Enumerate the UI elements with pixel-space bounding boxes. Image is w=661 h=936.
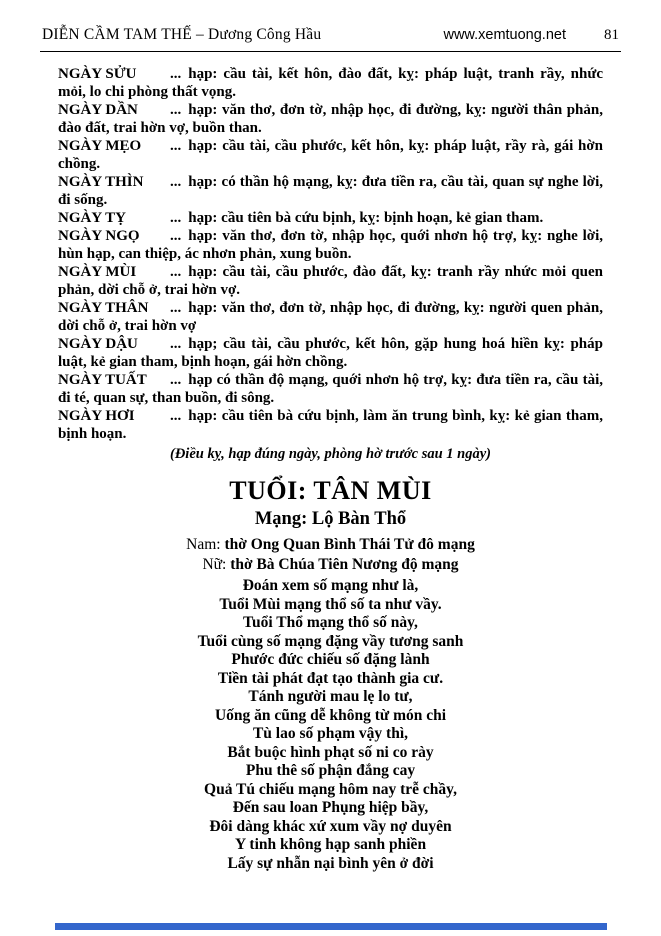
day-entry [58,263,603,299]
day-entry-dots: ... [170,174,182,190]
header-divider [40,51,621,52]
nu-text: thờ Bà Chúa Tiên Nương độ mạng [230,556,459,573]
day-entry-text: hạp; cầu tài, cầu phước, kết hôn, gặp hung hoá hiền kỵ: pháp luật, kẻ gian tham, bịnh hoạn, gái hờn chồng. [58,336,603,370]
day-entry-name: NGÀY MẸO [58,138,142,154]
poem-line: Quả Tú chiếu mạng hôm nay trễ chầy, [204,780,457,798]
day-entry [58,137,603,173]
poem-line: Phước đức chiếu số đặng lành [231,651,430,668]
poem-line: Tuổi cùng số mạng đặng vầy tương sanh [197,632,464,650]
poem-line: Lấy sự nhẫn nại bình yên ở đời [227,854,434,872]
section-title: TUỔI: TÂN MÙI [229,476,432,505]
nu-worship-line [58,555,603,574]
fortune-poem [58,577,603,873]
day-entry-name: NGÀY THÂN [58,300,149,316]
footnote-line: (Điều kỵ, hạp đúng ngày, phòng hờ trước sau 1 ngày) [169,446,491,462]
poem-line: Uống ăn cũng dễ không từ món chi [214,706,447,724]
section-subtitle: Mạng: Lộ Bàn Thổ [254,509,407,529]
day-entry [58,335,603,371]
day-entry-name: NGÀY THÌN [58,174,144,190]
day-entry-text: hạp: cầu tiên bà cứu bịnh, kỵ: bịnh hoạn, kẻ gian tham. [188,210,544,226]
day-entry [58,173,603,209]
day-entry-text: hạp: cầu tài, cầu phước, đào đất, kỵ: tranh rầy nhức mỏi quen phản, dời chỗ ở, trai hờn vợ. [58,264,603,298]
day-entry-name: NGÀY MÙI [58,264,137,280]
page-number: 81 [604,27,619,43]
day-entry [58,209,603,227]
day-entry-text: hạp: cầu tài, cầu phước, kết hôn, kỵ: pháp luật, rầy rà, gái hờn chồng. [58,138,603,172]
poem-line: Tuổi Mùi mạng thổ số ta như vầy. [219,595,442,613]
day-entry-dots: ... [170,210,182,226]
day-entry-dots: ... [170,300,182,316]
day-entry-dots: ... [170,372,182,388]
bottom-blue-bar [55,923,607,930]
nam-text: thờ Ong Quan Bình Thái Tử đô mạng [224,536,475,553]
header-right [443,27,619,44]
day-entry-text: hạp: văn thơ, đơn tờ, nhập học, đi đường, kỵ: người quen phản, dời chỗ ở, trai hờn vợ [58,300,603,334]
poem-line: Đến sau loan Phụng hiệp bầy, [232,799,429,816]
day-entry-text: hạp có thần độ mạng, quới nhơn hộ trợ, kỵ: đưa tiền ra, cầu tài, đi té, quan sự, than buồn, đi sông. [58,372,603,406]
day-entry-dots: ... [170,102,182,118]
day-entry-name: NGÀY DẬU [58,336,138,352]
day-entry-name: NGÀY TUẤT [58,372,147,388]
day-entry-text: hạp: văn thơ, đơn tờ, nhập học, quới nhơn hộ trợ, kỵ: nghe lời, hùn hạp, can thiệp, ác nhơn phản, xung buồn. [58,228,603,262]
day-entry-name: NGÀY DẦN [58,102,138,118]
day-entries [58,65,603,443]
day-entry [58,299,603,335]
day-entry-dots: ... [170,408,182,424]
day-entry-name: NGÀY SỬU [58,66,137,82]
nu-label: Nữ: [202,556,227,573]
nam-label: Nam: [186,536,221,553]
poem-line: Tù lao số phạm vậy thì, [252,725,409,742]
poem-line: Tiền tài phát đạt tạo thành gia cư. [217,669,444,687]
page-header [40,26,621,51]
nam-worship-line [58,535,603,554]
poem-line: Đoán xem số mạng như là, [242,577,419,594]
day-entry [58,371,603,407]
day-entry-name: NGÀY HƠI [58,408,135,424]
poem-line: Tuổi Thổ mạng thổ số này, [243,614,418,631]
day-entry-name: NGÀY TỴ [58,210,126,226]
day-entry [58,227,603,263]
day-entry-dots: ... [170,264,182,280]
day-entry-name: NGÀY NGỌ [58,228,140,244]
day-entry-dots: ... [170,336,182,352]
day-entry [58,65,603,101]
poem-line: Tánh người mau lẹ lo tư, [248,688,413,705]
day-entry-text: hạp: cầu tài, kết hôn, đào đất, kỵ: pháp luật, tranh rầy, nhức mỏi, lo chi phòng thất vọng. [58,66,603,100]
day-entry-dots: ... [170,228,182,244]
poem-line: Phu thê số phận đắng cay [245,762,416,779]
poem-line: Đôi dàng khác xứ xum vầy nợ duyên [209,817,452,835]
poem-line: Y tinh không hạp sanh phiền [234,836,427,853]
day-entry-text: hạp: cầu tiên bà cứu bịnh, làm ăn trung bình, kỵ: kẻ gian tham, bịnh hoạn. [58,408,603,442]
day-entry-text: hạp: văn thơ, đơn tờ, nhập học, đi đường, kỵ: người thân phản, đào đất, trai hờn vợ, buồn than. [58,102,603,136]
day-entry [58,101,603,137]
day-entry-dots: ... [170,138,182,154]
day-entry-dots: ... [170,66,182,82]
website-url: www.xemtuong.net [443,27,566,43]
poem-line: Bắt buộc hình phạt số ni co rày [227,743,434,761]
book-title: DIỄN CẦM TAM THẾ – Dương Công Hầu [42,26,322,43]
day-entry [58,407,603,443]
page-content [40,65,621,873]
day-entry-text: hạp: có thần hộ mạng, kỵ: đưa tiền ra, cầu tài, quan sự nghe lời, đi sống. [58,174,603,208]
